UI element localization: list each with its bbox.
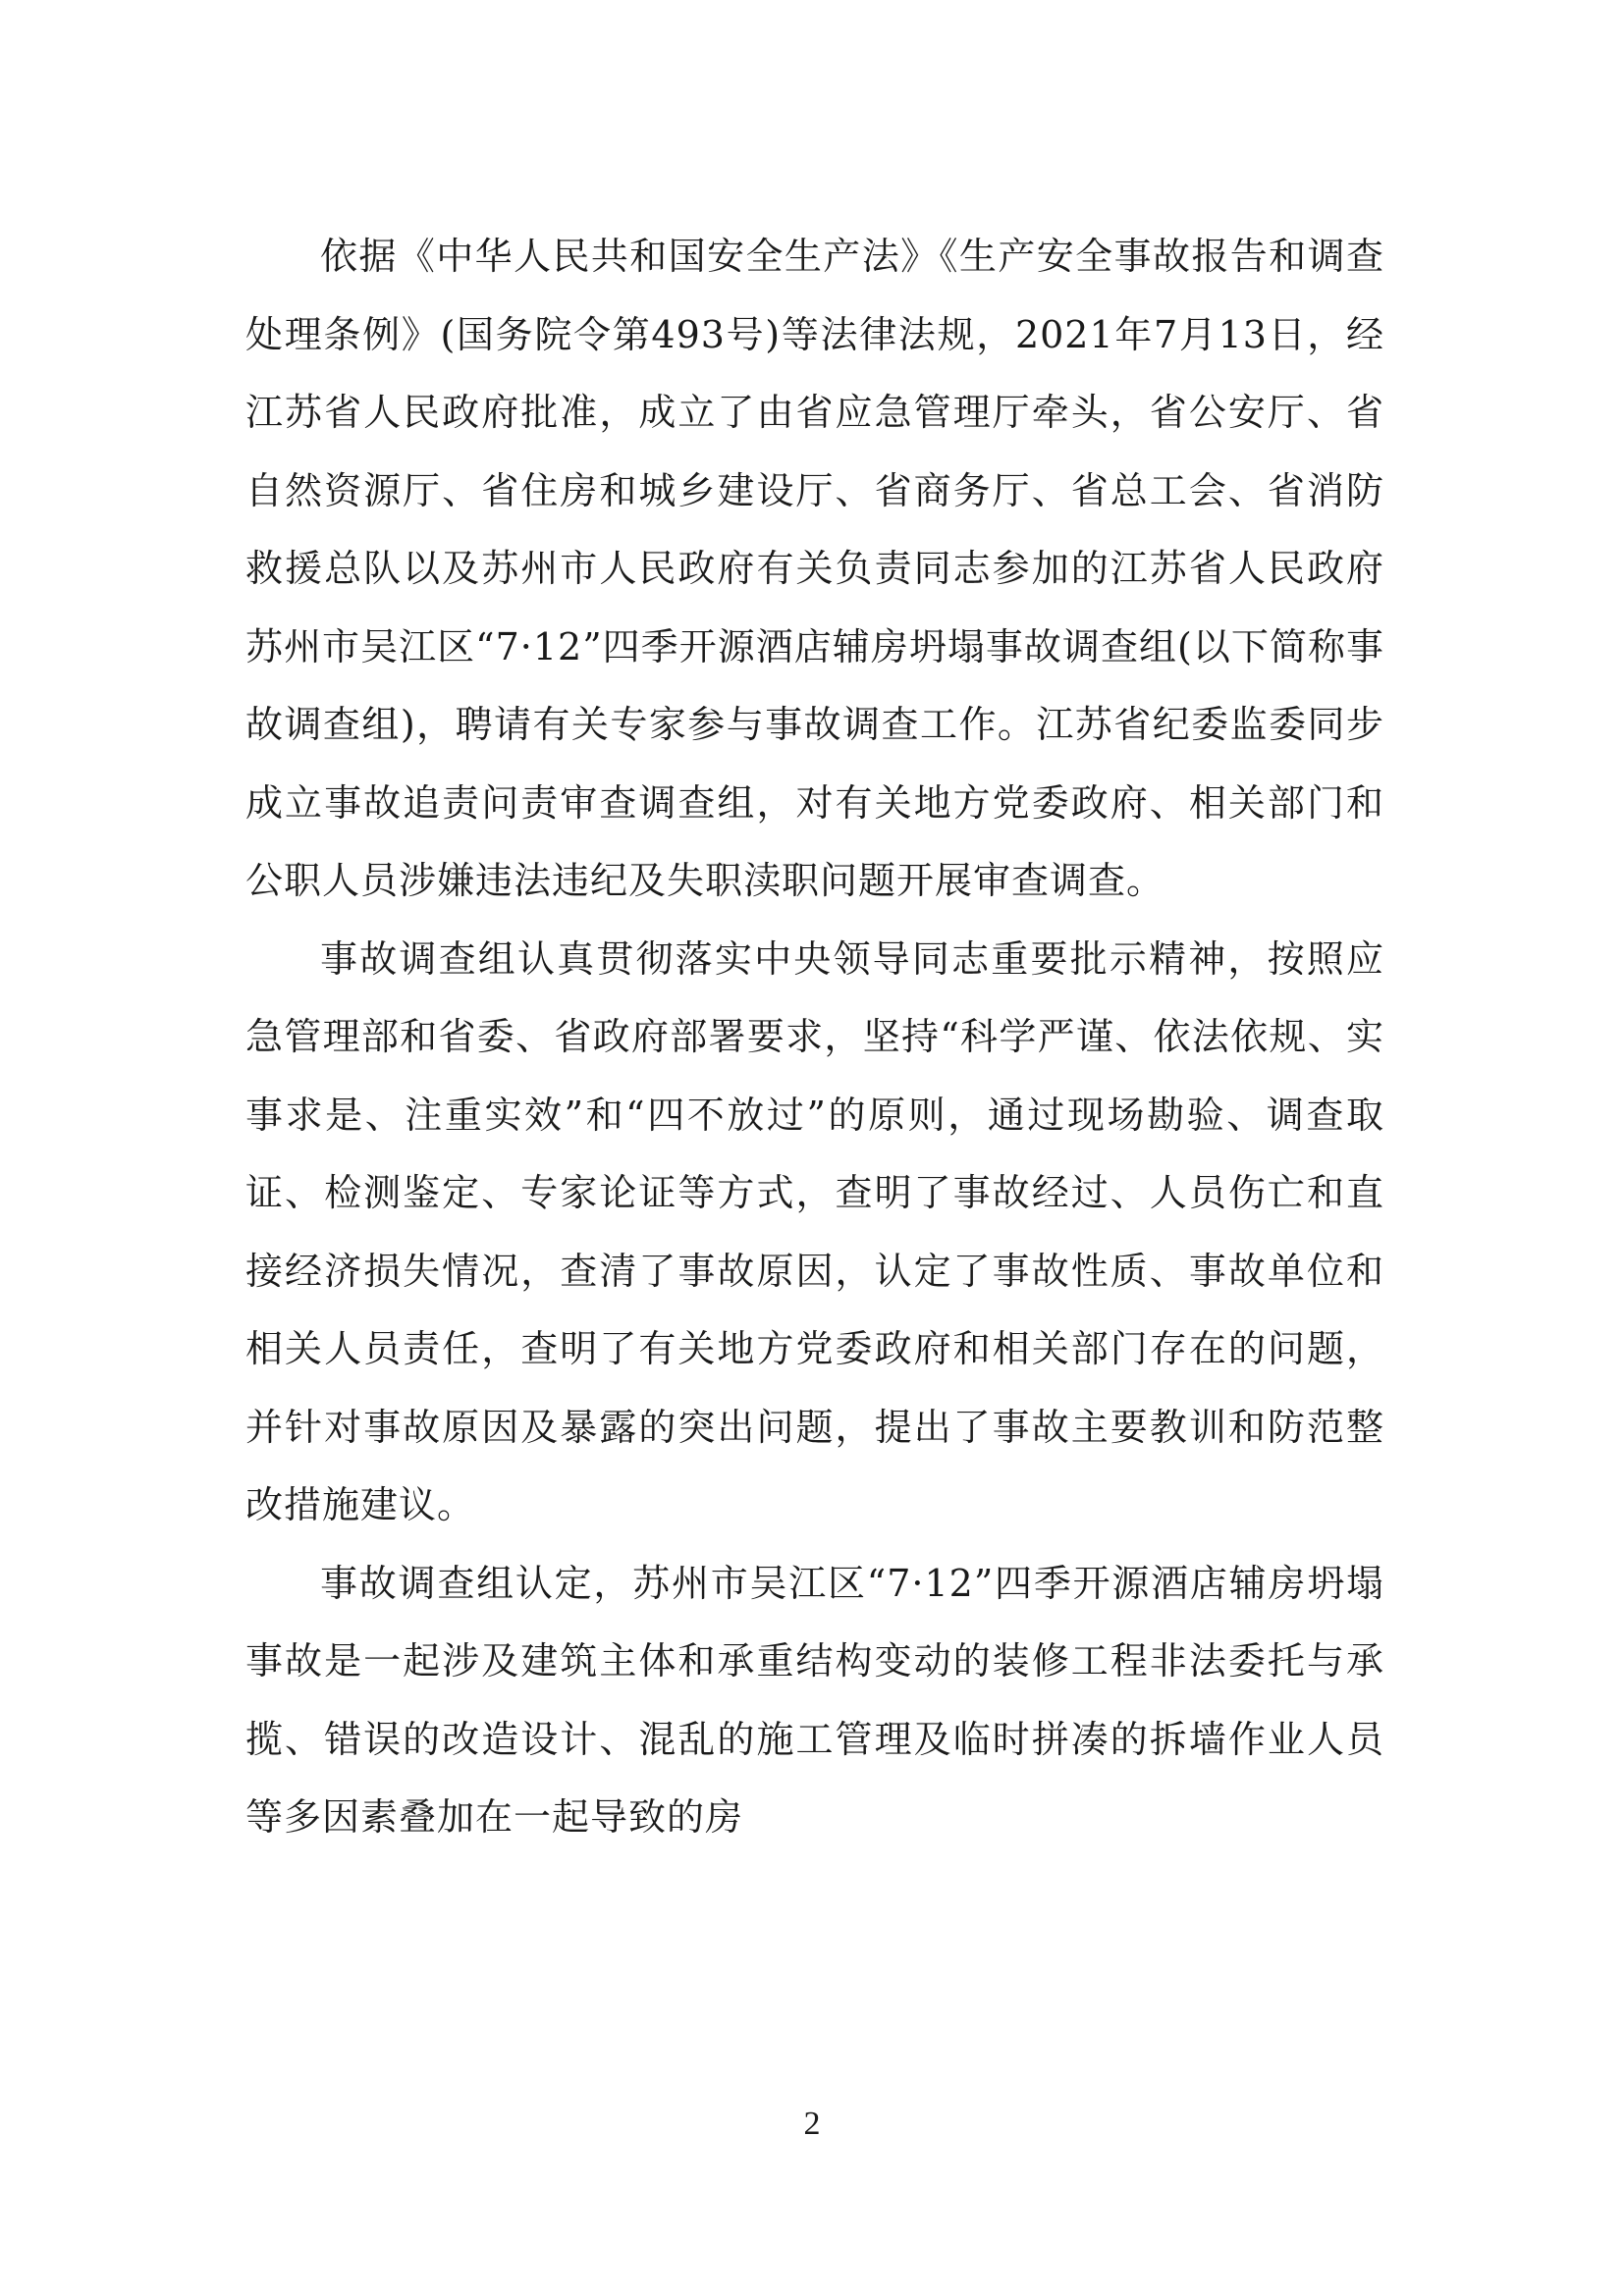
paragraph-investigation-conclusion: 事故调查组认定，苏州市吴江区“7·12”四季开源酒店辅房坍塌事故是一起涉及建筑主体和承重结构变动的装修工程非法委托与承揽、错误的改造设计、混乱的施工管理及临时拼凑的拆墙作业人员等多因素叠加在一起导致的房 (245, 1561, 1384, 1839)
paragraph-investigation-basis: 依据《中华人民共和国安全生产法》《生产安全事故报告和调查处理条例》(国务院令第493号)等法律法规，2021年7月13日，经江苏省人民政府批准，成立了由省应急管理厅牵头，省公安厅、省自然资源厅、省住房和城乡建设厅、省商务厅、省总工会、省消防救援总队以及苏州市人民政府有关负责同志参加的江苏省人民政府苏州市吴江区“7·12”四季开源酒店辅房坍塌事故调查组(以下简称事故调查组)，聘请有关专家参与事故调查工作。江苏省纪委监委同步成立事故追责问责审查调查组，对有关地方党委政府、相关部门和公职人员涉嫌违法违纪及失职渎职问题开展审查调查。 (245, 235, 1384, 902)
page-number: 2 (803, 2106, 821, 2142)
paragraph-investigation-process: 事故调查组认真贯彻落实中央领导同志重要批示精神，按照应急管理部和省委、省政府部署要求，坚持“科学严谨、依法依规、实事求是、注重实效”和“四不放过”的原则，通过现场勘验、调查取证、检测鉴定、专家论证等方式，查明了事故经过、人员伤亡和直接经济损失情况，查清了事故原因，认定了事故性质、事故单位和相关人员责任，查明了有关地方党委政府和相关部门存在的问题，并针对事故原因及暴露的突出问题，提出了事故主要教训和防范整改措施建议。 (245, 936, 1384, 1526)
document-body (245, 218, 1384, 1857)
